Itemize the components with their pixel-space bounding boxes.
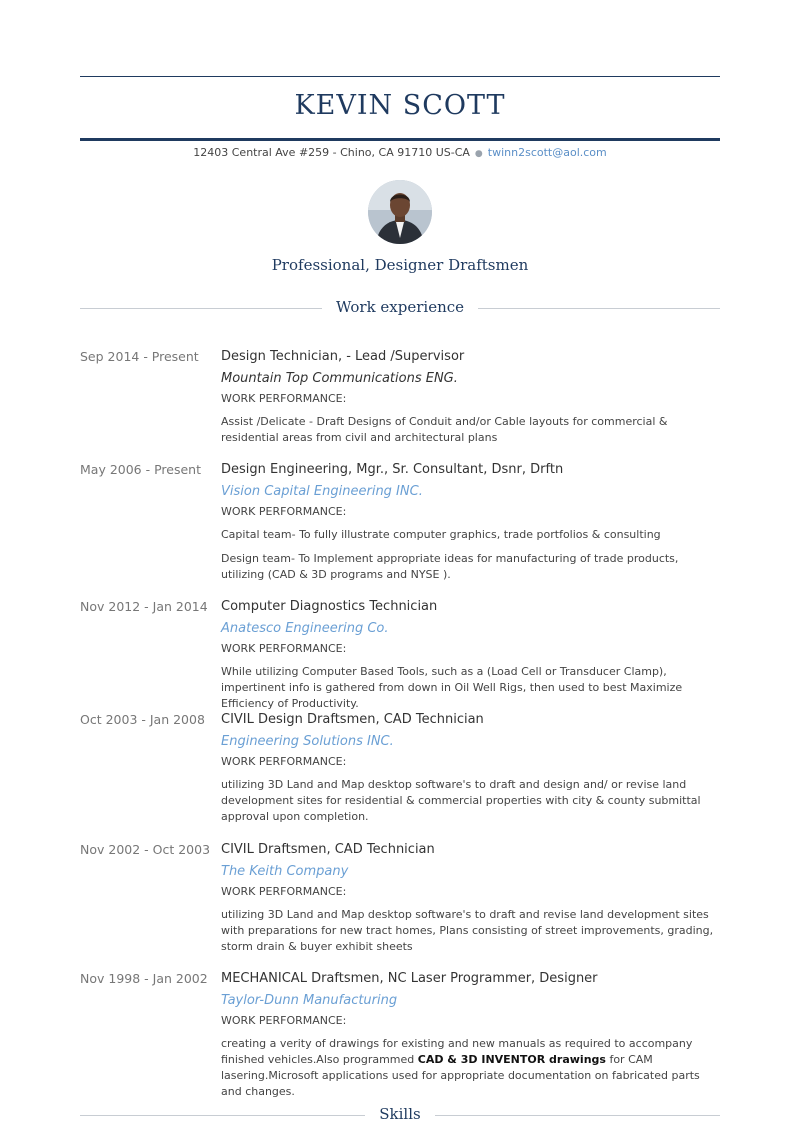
desc-bold-text: CAD & 3D INVENTOR drawings <box>417 1053 606 1066</box>
job-performance-label: WORK PERFORMANCE: <box>221 505 347 518</box>
job-company-link[interactable]: Vision Capital Engineering INC. <box>221 484 423 499</box>
job-body <box>221 462 720 583</box>
job-body <box>221 599 720 712</box>
section-title: Skills <box>379 1105 421 1123</box>
name-underline <box>80 138 720 141</box>
email-link[interactable]: twinn2scott@aol.com <box>487 146 607 159</box>
section-header-work-experience <box>80 298 720 318</box>
contact-line <box>80 146 720 159</box>
address: 12403 Central Ave #259 - Chino, CA 91710 US-CA <box>193 146 470 159</box>
section-divider-right <box>435 1115 720 1116</box>
job-date: Nov 1998 - Jan 2002 <box>80 971 208 986</box>
job-description: Capital team- To fully illustrate computer graphics, trade portfolios & consulting <box>221 528 661 541</box>
job-title: Design Technician, - Lead /Supervisor <box>221 349 465 364</box>
job-title: Computer Diagnostics Technician <box>221 599 438 614</box>
job-company-link[interactable]: Taylor-Dunn Manufacturing <box>221 993 398 1008</box>
job-company-link[interactable]: The Keith Company <box>221 864 349 879</box>
job-performance-label: WORK PERFORMANCE: <box>221 392 347 405</box>
job-description: Design team- To Implement appropriate ideas for manufacturing of trade products, utilizing (CAD & 3D programs and NYSE ). <box>221 552 679 581</box>
job-title: CIVIL Design Draftsmen, CAD Technician <box>221 712 484 727</box>
desc-text: for CAM lasering.Microsoft applications used for appropriate documentation on fabricated parts and changes. <box>221 1053 700 1098</box>
job-performance-label: WORK PERFORMANCE: <box>221 1014 347 1027</box>
job-body <box>221 971 720 1100</box>
avatar <box>368 180 432 244</box>
job-company-link[interactable]: Anatesco Engineering Co. <box>221 621 389 636</box>
job-date: Oct 2003 - Jan 2008 <box>80 712 205 727</box>
job-description <box>221 1036 720 1100</box>
section-divider-right <box>478 308 720 309</box>
section-title: Work experience <box>335 298 465 316</box>
job-performance-label: WORK PERFORMANCE: <box>221 642 347 655</box>
job-performance-label: WORK PERFORMANCE: <box>221 885 347 898</box>
job-description: utilizing 3D Land and Map desktop software's to draft and design and/ or revise land development sites for residential & commercial properties with city & county submittal approval upon completion. <box>221 778 701 823</box>
job-body <box>221 842 720 955</box>
job-body <box>221 349 720 446</box>
job-title: CIVIL Draftsmen, CAD Technician <box>221 842 435 857</box>
job-description: utilizing 3D Land and Map desktop software's to draft and revise land development sites with preparations for new tract homes, Plans consisting of street improvements, grading, storm drain & buyer exhibit sheets <box>221 908 714 953</box>
job-date: Nov 2012 - Jan 2014 <box>80 599 208 614</box>
candidate-name: KEVIN SCOTT <box>294 90 506 121</box>
job-title: MECHANICAL Draftsmen, NC Laser Programmer, Designer <box>221 971 598 986</box>
job-date: May 2006 - Present <box>80 462 201 477</box>
job-body <box>221 712 720 825</box>
job-date: Sep 2014 - Present <box>80 349 199 364</box>
job-description: Assist /Delicate - Draft Designs of Conduit and/or Cable layouts for commercial & residential areas from civil and architectural plans <box>221 415 668 444</box>
job-company: Mountain Top Communications ENG. <box>221 371 458 386</box>
job-date: Nov 2002 - Oct 2003 <box>80 842 211 857</box>
job-company-link[interactable]: Engineering Solutions INC. <box>221 734 394 749</box>
profile-photo <box>368 180 432 244</box>
top-rule <box>80 76 720 77</box>
section-header-skills <box>80 1105 720 1125</box>
desc-text: creating a verity of drawings for existing and new manuals as required to accompany finished vehicles.Also programmed <box>221 1037 693 1066</box>
professional-headline: Professional, Designer Draftsmen <box>271 256 529 274</box>
job-performance-label: WORK PERFORMANCE: <box>221 755 347 768</box>
job-description: While utilizing Computer Based Tools, such as a (Load Cell or Transducer Clamp), impertinent info is gathered from down in Oil Well Rigs, then used to best Maximize Efficiency of Productivity. <box>221 665 683 710</box>
bullet-separator-icon: ● <box>474 149 483 159</box>
job-title: Design Engineering, Mgr., Sr. Consultant, Dsnr, Drftn <box>221 462 564 477</box>
